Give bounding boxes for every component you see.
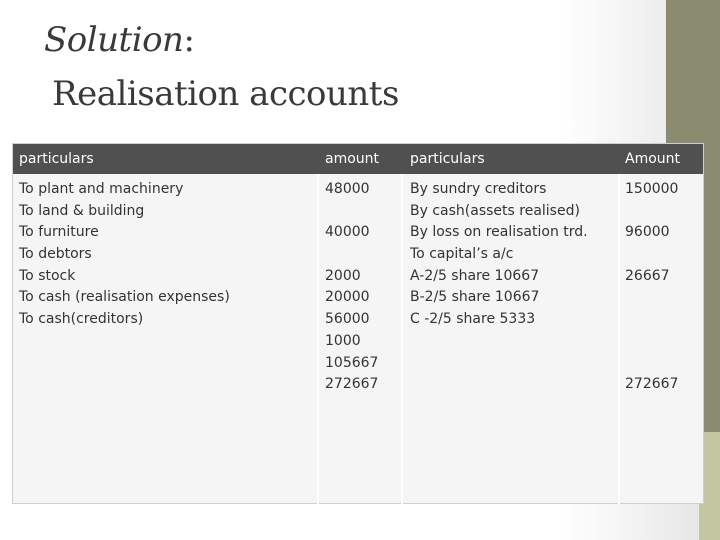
slide-title xyxy=(44,20,194,60)
table-cell: A-2/5 share 10667 xyxy=(410,267,540,284)
header-debit-particulars: particulars xyxy=(19,151,94,167)
credit-amount-column xyxy=(625,179,678,396)
slide-title-italic: Solution xyxy=(44,20,184,60)
column-divider xyxy=(317,174,319,504)
realisation-account-table xyxy=(12,143,704,504)
column-divider xyxy=(618,174,620,504)
table-cell: To cash (realisation expenses) xyxy=(19,289,230,306)
table-cell: 272667 xyxy=(325,376,379,393)
table-header-row xyxy=(13,144,703,174)
table-cell: 40000 xyxy=(325,224,370,241)
table-cell: 150000 xyxy=(625,181,679,197)
table-cell: To debtors xyxy=(19,246,92,263)
slide-subtitle: Realisation accounts xyxy=(52,74,399,114)
table-cell: To furniture xyxy=(19,224,99,241)
credit-particulars-column xyxy=(410,179,588,331)
table-cell xyxy=(625,287,678,309)
table-cell: B-2/5 share 10667 xyxy=(410,289,540,306)
table-cell xyxy=(325,244,378,266)
table-cell: 105667 xyxy=(325,354,379,371)
table-cell: 26667 xyxy=(625,267,670,284)
debit-amount-column xyxy=(325,179,378,396)
table-cell: C -2/5 share 5333 xyxy=(410,311,536,328)
table-cell xyxy=(625,309,678,331)
table-cell: 1000 xyxy=(325,332,361,349)
table-cell xyxy=(625,353,678,375)
table-cell: By sundry creditors xyxy=(410,181,547,197)
table-cell: 2000 xyxy=(325,267,361,284)
table-cell: By cash(assets realised) xyxy=(410,202,580,219)
table-cell: To plant and machinery xyxy=(19,181,184,197)
debit-particulars-column xyxy=(19,179,230,331)
table-cell xyxy=(625,331,678,353)
header-debit-amount: amount xyxy=(325,151,380,167)
table-cell xyxy=(325,201,378,223)
table-cell: 56000 xyxy=(325,311,370,328)
column-divider xyxy=(401,174,403,504)
table-cell: To capital’s a/c xyxy=(410,246,514,263)
table-cell: 48000 xyxy=(325,181,370,197)
header-credit-amount: Amount xyxy=(625,151,681,167)
header-credit-particulars: particulars xyxy=(410,151,485,167)
table-cell: 20000 xyxy=(325,289,370,306)
table-cell: 272667 xyxy=(625,376,679,393)
table-cell: 96000 xyxy=(625,224,670,241)
table-cell: By loss on realisation trd. xyxy=(410,224,588,241)
slide-title-colon: : xyxy=(183,20,195,60)
table-cell: To land & building xyxy=(19,202,145,219)
table-cell xyxy=(625,244,678,266)
table-cell: To stock xyxy=(19,267,76,284)
table-cell: To cash(creditors) xyxy=(19,311,144,328)
table-cell xyxy=(625,201,678,223)
